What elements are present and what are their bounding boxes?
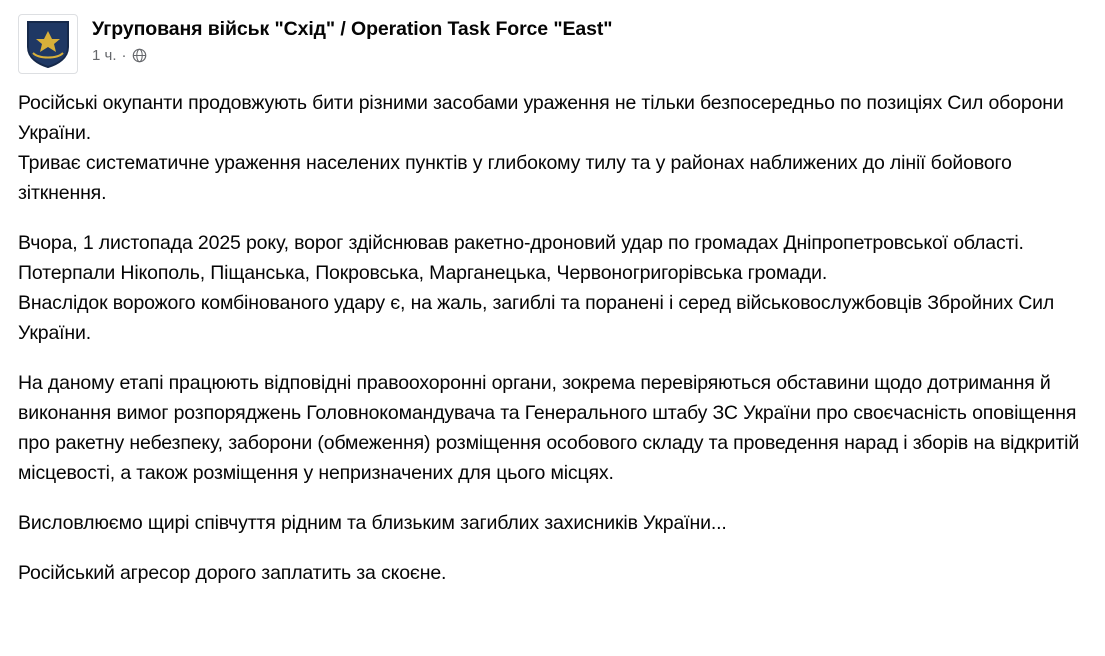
page-name[interactable]: Угрупованя військ "Схід" / Operation Task Force "East" [92,18,613,40]
post-paragraph: Внаслідок ворожого комбінованого удару є, на жаль, загиблі та поранені і серед військовослужбовців Збройних Сил України. [18,292,1055,344]
post-paragraph: Висловлюємо щирі співчуття рідним та близьким загиблих захисників України... [18,512,727,534]
globe-icon[interactable] [132,48,147,63]
post-paragraph: Триває систематичне ураження населених пунктів у глибокому тилу та у районах наближених до лінії бойового зіткнення. [18,152,1012,204]
avatar[interactable] [18,14,78,74]
post-paragraph: Вчора, 1 листопада 2025 року, ворог здійснював ракетно-дроновий удар по громадах Дніпропетровської області. Потерпали Нікополь, Піщанська, Покровська, Марганецька, Червоногригорівська громади. [18,232,1024,284]
post-body [18,88,1087,588]
post-header [18,14,1087,74]
meta-separator: · [121,47,127,64]
post-paragraph: Російський агресор дорого заплатить за скоєне. [18,562,447,584]
post-paragraph: Російські окупанти продовжують бити різними засобами ураження не тільки безпосередньо по позиціях Сил оборони України. [18,92,1064,144]
military-emblem-shield-icon [25,19,71,69]
post-timestamp[interactable]: 1 ч. [92,47,117,64]
post-header-text [92,14,612,64]
post-meta [92,47,612,64]
post-paragraph: На даному етапі працюють відповідні правоохоронні органи, зокрема перевіряються обставини щодо дотримання й виконання вимог розпоряджень Головнокомандувача та Генерального штабу ЗС України про своєчасність оповіщення про ракетну небезпеку, заборони (обмеження) розміщення особового складу та проведення нарад і зборів на відкритій місцевості, а також розміщення у непризначених для цього місцях. [18,372,1080,484]
